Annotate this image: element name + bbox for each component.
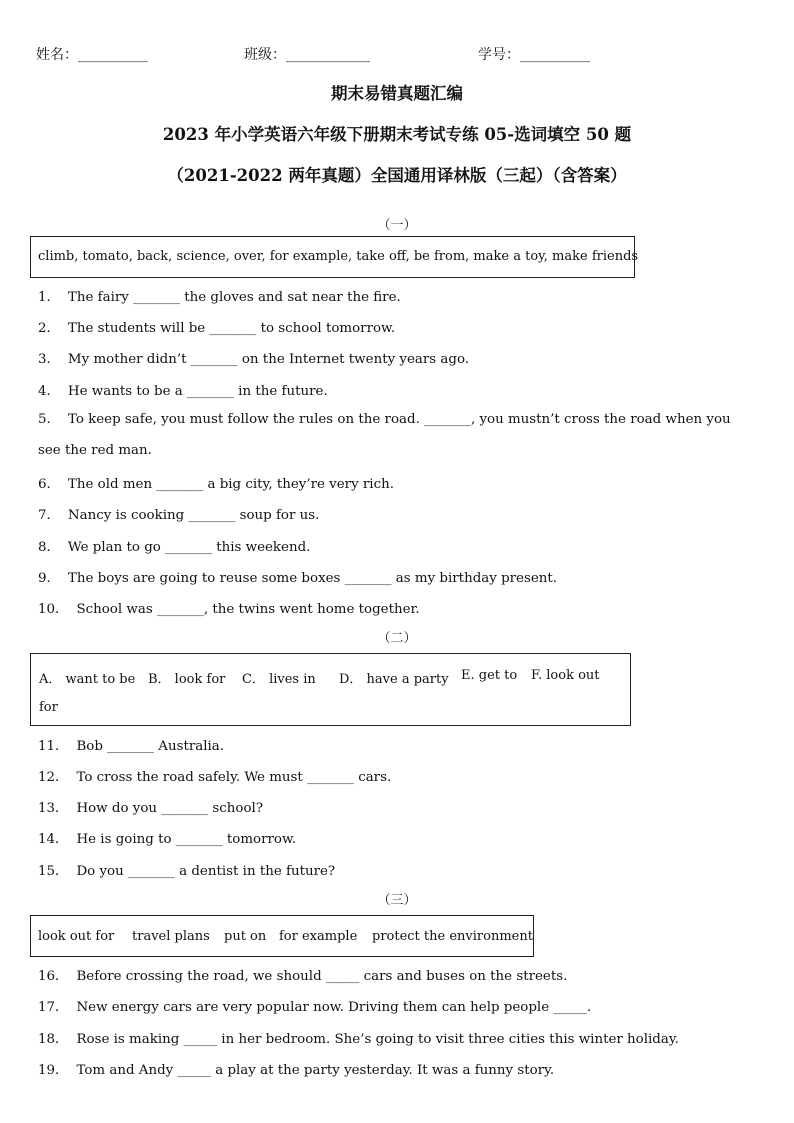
question-number: 4． (38, 384, 60, 399)
option-d: D． have a party (339, 672, 449, 687)
question-number: 16． (38, 969, 69, 984)
question-text: Bob _______ Australia. (76, 739, 225, 754)
document-subtitle: 2023 年小学英语六年级下册期末考试专练 05-选词填空 50 题 (162, 125, 632, 144)
question-text: To keep safe, you must follow the rules on the road. _______, you mustn’t cross the road when you see the red man. (38, 412, 731, 458)
question-item (38, 860, 335, 879)
question-item (38, 380, 328, 399)
question-text: Tom and Andy _____ a play at the party yesterday. It was a funny story. (76, 1063, 555, 1078)
question-item (38, 797, 263, 816)
option-f-continued: for (39, 700, 58, 715)
question-item (38, 598, 420, 617)
word-bank-box-3 (30, 915, 534, 957)
document-edition: （2021-2022 两年真题）全国通用译林版（三起）（含答案） (167, 166, 627, 185)
question-item (38, 965, 567, 984)
question-item (38, 1059, 554, 1078)
question-item (38, 996, 591, 1015)
question-text: He is going to _______ tomorrow. (76, 832, 297, 847)
question-number: 19． (38, 1063, 69, 1078)
question-number: 2． (38, 321, 60, 336)
question-item (38, 473, 394, 492)
question-item (38, 286, 401, 305)
question-text: School was _______, the twins went home together. (76, 602, 420, 617)
student-id-field[interactable]: 学号：__________ (478, 47, 590, 63)
question-number: 5． (38, 412, 60, 427)
question-number: 1． (38, 290, 60, 305)
question-text: To cross the road safely. We must _______ cars. (76, 770, 392, 785)
question-text: The boys are going to reuse some boxes _______ as my birthday present. (67, 571, 558, 586)
document-title: 期末易错真题汇编 (331, 84, 463, 103)
section-heading-2: （二） (377, 631, 417, 646)
question-number: 17． (38, 1000, 69, 1015)
question-item (38, 404, 743, 466)
word-bank-text: climb, tomato, back, science, over, for example, take off, be from, make a toy, make friends (38, 249, 639, 264)
question-item (38, 317, 395, 336)
question-item (38, 348, 469, 367)
question-text: My mother didn’t _______ on the Internet twenty years ago. (67, 352, 470, 367)
student-name-field[interactable]: 姓名：__________ (36, 47, 148, 63)
question-item (38, 766, 391, 785)
question-number: 13． (38, 801, 69, 816)
question-item (38, 735, 224, 754)
question-item (38, 504, 319, 523)
question-item (38, 828, 296, 847)
word-option: put on (224, 929, 267, 944)
question-number: 12． (38, 770, 69, 785)
question-text: Rose is making _____ in her bedroom. She’s going to visit three cities this winter holiday. (76, 1032, 679, 1047)
word-bank-box-2 (30, 653, 631, 726)
word-option: protect the environment (372, 929, 533, 944)
question-number: 10． (38, 602, 69, 617)
question-item (38, 567, 557, 586)
question-number: 3． (38, 352, 60, 367)
question-text: He wants to be a _______ in the future. (67, 384, 328, 399)
word-option: travel plans (132, 929, 210, 944)
question-text: The students will be _______ to school tomorrow. (67, 321, 396, 336)
option-a: A． want to be (39, 672, 136, 687)
option-f: F. look out (531, 668, 600, 683)
question-number: 9． (38, 571, 60, 586)
question-text: New energy cars are very popular now. Driving them can help people _____. (76, 1000, 592, 1015)
question-text: Do you _______ a dentist in the future? (76, 864, 336, 879)
option-b: B． look for (148, 672, 226, 687)
question-number: 7． (38, 508, 60, 523)
question-number: 15． (38, 864, 69, 879)
option-e: E. get to (461, 668, 518, 683)
question-number: 18． (38, 1032, 69, 1047)
section-heading-1: （一） (377, 218, 417, 233)
question-number: 11． (38, 739, 69, 754)
question-number: 14． (38, 832, 69, 847)
question-text: We plan to go _______ this weekend. (67, 540, 311, 555)
word-bank-box-1 (30, 236, 639, 278)
question-item (38, 536, 310, 555)
question-text: Before crossing the road, we should _____ cars and buses on the streets. (76, 969, 568, 984)
question-number: 6． (38, 477, 60, 492)
section-heading-3: （三） (377, 893, 417, 908)
question-text: Nancy is cooking _______ soup for us. (67, 508, 320, 523)
option-c: C． lives in (242, 672, 316, 687)
word-option: for example (279, 929, 358, 944)
question-text: The fairy _______ the gloves and sat near the fire. (67, 290, 401, 305)
question-text: How do you _______ school? (76, 801, 263, 816)
question-text: The old men _______ a big city, they’re very rich. (67, 477, 394, 492)
question-item (38, 1028, 679, 1047)
class-field[interactable]: 班级：____________ (244, 47, 370, 63)
question-number: 8． (38, 540, 60, 555)
word-option: look out for (38, 929, 115, 944)
